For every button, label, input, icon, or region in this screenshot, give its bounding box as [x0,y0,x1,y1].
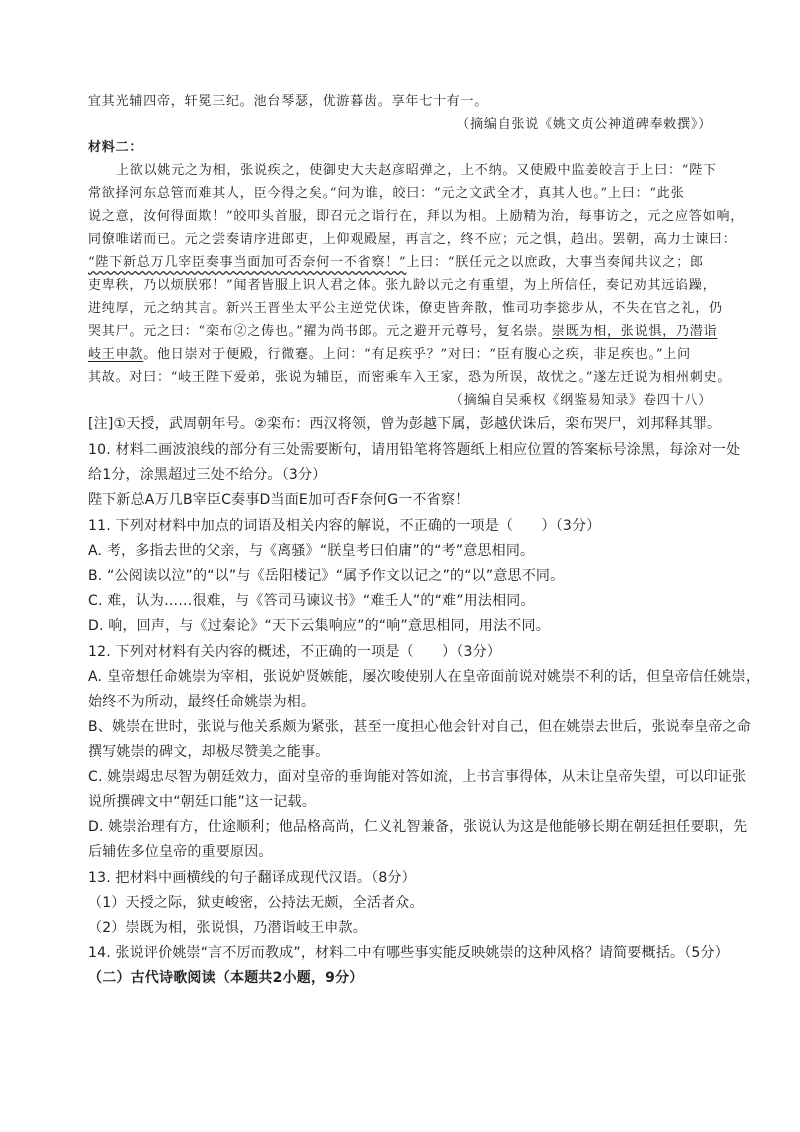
question-11-option-c: C. 难，认为……很难，与《答司马谏议书》“难壬人”的“难”用法相同。 [88,593,535,609]
question-12-option-b-cont: 撰写姚崇的碑文，却极尽赞美之能事。 [88,744,330,760]
question-12-option-d: D. 姚崇治理有方，仕途顺利；他品格高尚，仁义礼智兼备，张说认为这是他能够长期在朝廷担任要职，先 [88,819,748,835]
material2-line-8-underlined: 哭其尸。元之曰：“栾布②之俦也。”擢为尚书郎。元之避开元尊号，复名崇。崇既为相，张说惧，乃潜诣 [88,324,718,339]
material2-line-9: 岐王申款。他日崇对于便殿，行微蹇。上问：“有足疾乎？”对曰：“臣有腹心之疾，非足疾也。”上问 [88,347,691,362]
translation-underline-span: 崇既为相，张说惧，乃潜诣 [551,324,718,339]
wavy-underline-span: “陛下新总万几宰臣奏事当面加可否奈何一不省察！” [88,255,407,270]
translation-underline-span-2: 岐王申款 [88,347,144,362]
material1-source: （摘编自张说《姚文贞公神道碑奉敕撰》） [456,117,712,132]
question-13-sentence-2: （2）崇既为相，张说惧，乃潜诣岐王申款。 [88,920,367,936]
material1-closing-line: 宜其光辅四帝，轩冕三纪。池台琴瑟，优游暮齿。享年七十有一。 [88,94,489,109]
question-10-sentence: 陛下新总A万几B宰臣C奏事D当面E加可否F奈何G一不省察！ [88,492,470,508]
question-11-stem: 11. 下列对材料中加点的词语及相关内容的解说，不正确的一项是（ ）（3分） [88,518,601,534]
material2-line-5-wavy: “陛下新总万几宰臣奏事当面加可否奈何一不省察！”上曰：“朕任元之以庶政，大事当奏闻共议之；郎 [88,255,704,270]
material2-line-10: 其故。对曰：“岐王陛下爱弟，张说为辅臣，而密乘车入王家，恐为所误，故忧之。”遂左迁说为相州刺史。 [88,370,732,385]
material2-line-2: 常欲择河东总管而难其人，臣今得之矣。”问为谁，皎曰：“元之文武全才，真其人也。”上曰：“此张 [88,186,685,201]
question-10-stem-cont: 给1分，涂黑超过三处不给分。（3分） [88,467,327,483]
question-11-option-d: D. 响，回声，与《过秦论》“天下云集响应”的“响”意思相同，用法不同。 [88,618,550,634]
question-12-option-c: C. 姚崇竭忠尽智为朝廷效力，面对皇帝的垂询能对答如流，上书言事得体，从未让皇帝失望，可以印证张 [88,769,747,785]
question-13-stem: 13. 把材料中画横线的句子翻译成现代汉语。（8分） [88,870,416,886]
material2-heading: 材料二： [88,140,144,155]
material2-line-1: 上欲以姚元之为相，张说疾之，使御史大夫赵彦昭弹之，上不纳。又使殿中监姜皎言于上曰：“陛下 [116,163,717,178]
section-heading-poetry: （二）古代诗歌阅读（本题共2小题，9分） [88,970,364,986]
material2-line-3: 说之意，汝何得面欺！”皎叩头首服，即召元之诣行在，拜以为相。上励精为治，每事访之，元之应答如响， [88,209,745,224]
question-11-option-b: B. “公阅读以泣”的“以”与《岳阳楼记》“属予作文以记之”的“以”意思不同。 [88,568,565,584]
question-12-option-a-cont: 始终不为所动，最终任命姚崇为相。 [88,694,316,710]
annotation-note: [注]①天授，武周朝年号。②栾布：西汉将领，曾为彭越下属，彭越伏诛后，栾布哭尸，刘邦释其罪。 [88,416,722,432]
question-11-option-a: A. 考，多指去世的父亲，与《离骚》“朕皇考曰伯庸”的“考”意思相同。 [88,543,535,559]
question-12-option-d-cont: 后辅佐多位皇帝的重要原因。 [88,844,273,860]
question-12-option-a: A. 皇帝想任命姚崇为宰相，张说妒贤嫉能，屡次唆使别人在皇帝面前说对姚崇不利的话，但皇帝信任姚崇， [88,669,761,685]
material2-line-4: 同僚唯诺而已。元之尝奏请序进郎吏，上仰观殿屋，再言之，终不应；元之惧，趋出。罢朝，高力士谏曰： [88,232,737,247]
material2-line-7: 进纯厚，元之纳其言。新兴王晋坐太平公主逆党伏诛，僚吏皆奔散，惟司功李捴步从，不失在官之礼，仍 [88,301,723,316]
question-12-option-b: B、姚崇在世时，张说与他关系颇为紧张，甚至一度担心他会针对自己，但在姚崇去世后，张说奉皇帝之命 [88,719,752,735]
question-10-stem: 10. 材料二画波浪线的部分有三处需要断句，请用铅笔将答题纸上相应位置的答案标号涂黑，每涂对一处 [88,442,741,458]
material2-line-6: 吏卑秩，乃以烦朕邪！”闻者皆服上识人君之体。张九龄以元之有重望，为上所信任，奏记劝其远谄躁， [88,278,717,293]
question-12-option-c-cont: 说所撰碑文中“朝廷口能”这一记载。 [88,794,316,810]
question-13-sentence-1: （1）天授之际，狱吏峻密，公持法无颇，全活者众。 [88,895,424,911]
question-14-stem: 14. 张说评价姚崇“言不厉而教成”，材料二中有哪些事实能反映姚崇的这种风格？请简要概括。（5分） [88,945,729,961]
material2-source: （摘编自吴乘权《纲鉴易知录》卷四十八） [449,393,712,408]
question-12-stem: 12. 下列对材料有关内容的概述，不正确的一项是（ ）（3分） [88,644,502,660]
